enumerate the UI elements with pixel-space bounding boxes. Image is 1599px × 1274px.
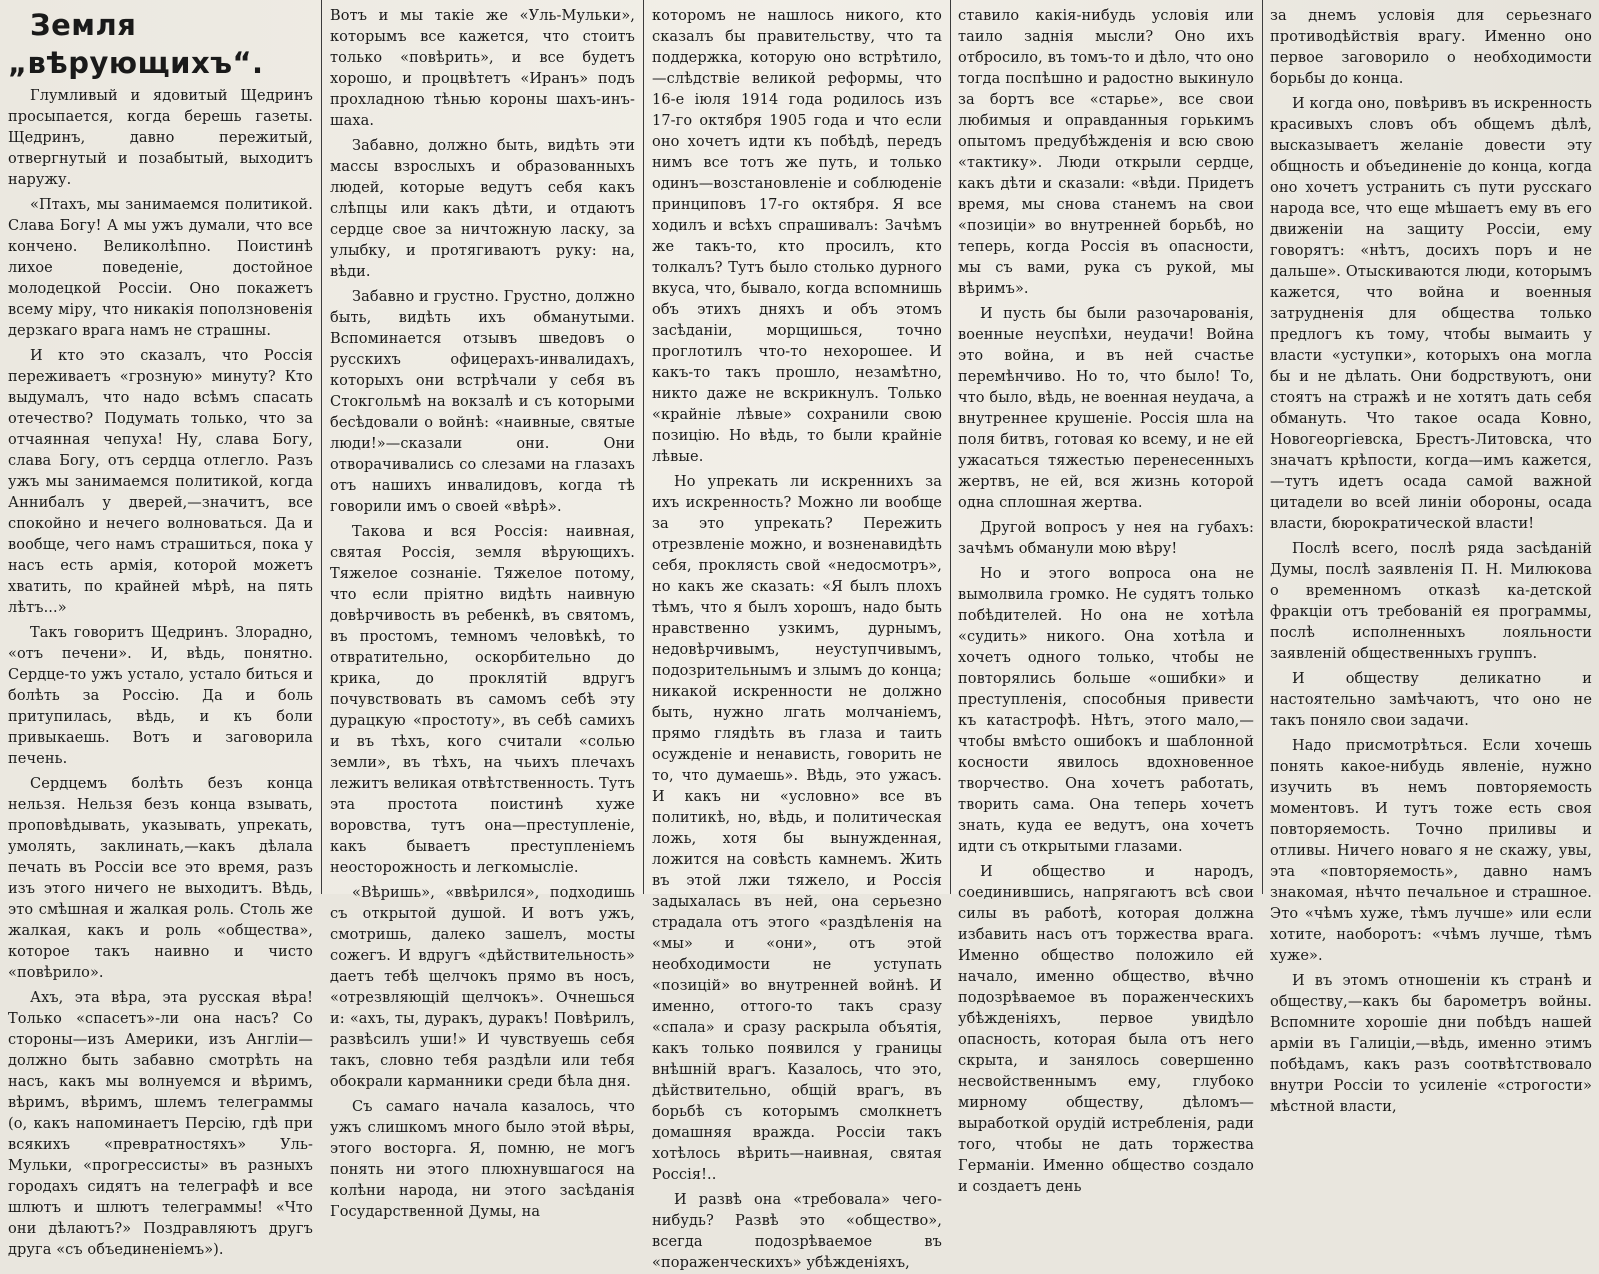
paragraph: И развѣ она «требовала» чего-нибудь? Развѣ это «общество», всегда подозрѣваемое въ «пораженческихъ» убѣжденіяхъ,	[652, 1192, 942, 1271]
paragraph: Послѣ всего, послѣ ряда засѣданій Думы, послѣ заявленія П. Н. Милюкова о временномъ отказѣ ка-детской фракціи отъ требованій ея программы, послѣ исполненныхъ лояльности заявленій общественныхъ группъ.	[1270, 541, 1592, 662]
article-column-4	[958, 6, 1254, 1195]
paragraph: Забавно, должно быть, видѣть эти массы взрослыхъ и образованныхъ людей, которые ведутъ себя какъ слѣпцы или какъ дѣти, и отдаютъ сердце свое за ничтожную ласку, за улыбку, и протягиваютъ руку: на, вѣди.	[330, 138, 635, 280]
article-title: Земля „вѣрующихъ“.	[8, 8, 264, 80]
article-column-2	[330, 6, 635, 1220]
paragraph: Надо присмотрѣться. Если хочешь понять какое-нибудь явленіе, нужно изучить въ немъ повторяемость моментовъ. И тутъ тоже есть своя повторяемость. Точно приливы и отливы. Ничего новаго я не скажу, увы, эта «повторяемость», давно намъ знакомая, нѣчто печальное и страшное. Это «чѣмъ хуже, тѣмъ лучше» или если хотите, наоборотъ: «чѣмъ лучше, тѣмъ хуже».	[1270, 738, 1592, 964]
paragraph: Глумливый и ядовитый Щедринъ просыпается, когда берешь газеты. Щедринъ, давно пережитый, отвергнутый и позабытый, выходитъ наружу.	[8, 88, 313, 188]
paragraph: И общество и народъ, соединившись, напрягаютъ всѣ свои силы въ работѣ, которая должна избавить насъ отъ торжества врага. Именно общество положило ей начало, именно общество, вѣчно подозрѣваемое въ пораженческихъ убѣжденіяхъ, первое увидѣло опасность, которая была отъ него скрыта, и занялось совершенно несвойственнымъ ему, глубоко мирному обществу, дѣломъ—выработкой орудій истребленія, ради того, чтобы не дать торжества Германіи. Именно общество создало и создаетъ день	[958, 864, 1254, 1195]
paragraph: Другой вопросъ у нея на губахъ: зачѣмъ обманули мою вѣру!	[958, 520, 1254, 557]
article-column-3	[652, 6, 942, 1271]
column-rule	[1262, 0, 1263, 894]
paragraph: Вотъ и мы такіе же «Уль-Мульки», которымъ все кажется, что стоитъ только «повѣрить», и все будетъ хорошо, и процвѣтетъ «Иранъ» подъ прохладною тѣнью короны шахъ-инъ-шаха.	[330, 8, 635, 129]
paragraph: И пусть бы были разочарованія, военные неуспѣхи, неудачи! Война это война, и въ ней счастье перемѣнчиво. Но то, что было! То, что было, вѣдь, не военная неудача, а внутреннее крушеніе. Россія шла на поля битвъ, готовая ко всему, и не ей ужасаться тяжестью перенесенныхъ жертвъ, не ей, вся жизнь которой одна сплошная жертва.	[958, 306, 1254, 511]
paragraph: Забавно и грустно. Грустно, должно быть, видѣть ихъ обманутыми. Вспоминается отзывъ шведовъ о русскихъ офицерахъ-инвалидахъ, которыхъ они встрѣчали у себя въ Стокгольмѣ на вокзалѣ и съ которыми бесѣдовали о войнѣ: «наивные, святые люди!»—сказали они. Они отворачивались со слезами на глазахъ отъ нашихъ инвалидовъ, когда тѣ говорили имъ о своей «вѣрѣ».	[330, 289, 635, 515]
paragraph: Но и этого вопроса она не вымолвила громко. Не судятъ только побѣдителей. Но она не хотѣла «судить» никого. Она хотѣла и хочетъ одного только, чтобы не повторялись больше «ошибки» и преступленія, способныя привести къ катастрофѣ. Нѣтъ, этого мало,—чтобы вмѣсто ошибокъ и шаблонной косности явилось вдохновенное творчество. Она хочетъ работать, творить сама. Она теперь хочетъ знать, куда ее ведутъ, она хочетъ идти съ открытыми глазами.	[958, 566, 1254, 855]
paragraph: ставило какія-нибудь условія или таило заднія мысли? Оно ихъ отбросило, въ томъ-то и дѣло, что оно тогда поспѣшно и радостно выкинуло за бортъ все «старье», все свои любимыя и оправданныя горькимъ опытомъ предубѣжденія и всю свою «тактику». Люди открыли сердце, какъ дѣти и сказали: «вѣди. Придетъ время, мы снова станемъ на свои «позиціи» во внутренней борьбѣ, но теперь, когда Россія въ опасности, мы съ вами, рука съ рукой, мы вѣримъ».	[958, 8, 1254, 297]
paragraph: «Вѣришь», «ввѣрился», подходишь съ открытой душой. И вотъ ужъ, смотришь, далеко зашелъ, мосты сожегъ. И вдругъ «дѣйствительность» даетъ тебѣ щелчокъ прямо въ носъ, «отрезвляющій щелчокъ». Очнешься и: «ахъ, ты, дуракъ, дуракъ! Повѣрилъ, развѣсилъ уши!» И чувствуешь себя такъ, словно тебя раздѣли или тебя обокрали карманники среди бѣла дня.	[330, 885, 635, 1090]
paragraph: И когда оно, повѣривъ въ искренность красивыхъ словъ объ общемъ дѣлѣ, высказываетъ желаніе довести эту общность и объединеніе до конца, когда оно хочетъ устранить съ пути русскаго народа все, что еще мѣшаетъ ему въ его движеніи на защиту Россіи, ему говорятъ: «нѣтъ, досихъ поръ и не дальше». Отыскиваются люди, которымъ кажется, что война и военныя затрудненія для общества только предлогъ къ тому, чтобы вымаить у власти «уступки», которыхъ она могла бы и не дѣлать. Они бодрствуютъ, они стоятъ на стражѣ и не хотятъ дать себя обмануть. Что такое осада Ковно, Новогеоргіевска, Брестъ-Литовска, что значатъ крѣпости, когда—имъ кажется,—тутъ идетъ осада самой важной цитадели во всей линіи обороны, осада власти, бюрократической власти!	[1270, 96, 1592, 532]
paragraph: Но упрекать ли искреннихъ за ихъ искренность? Можно ли вообще за это упрекать? Пережить отрезвленіе можно, и возненавидѣть себя, проклясть свой «недосмотръ», но какъ же сказать: «Я былъ плохъ тѣмъ, что я былъ хорошъ, надо быть нравственно узкимъ, дурнымъ, недовѣрчивымъ, неуступчивымъ, подозрительнымъ и злымъ до конца; никакой искренности не должно быть, нужно лгать молчаніемъ, прямо глядѣть въ глаза и таить осужденіе и ненависть, говорить не то, что думаешь». Вѣдь, это ужасъ. И какъ ни «условно» все въ политикѣ, но, вѣдь, и политическая ложь, хотя бы вынужденная, ложится на совѣсть камнемъ. Жить въ этой лжи тяжело, и Россія задыхалась въ ней, она серьезно страдала отъ этого «раздѣленія на «мы» и «они», отъ этой необходимости не уступать «позицій» во внутренней войнѣ. И именно, оттого-то такъ сразу «спала» и сразу раскрыла объятія, какъ только появился у границы внѣшній врагъ. Казалось, что это, дѣйствительно, общій врагъ, въ борьбѣ съ которымъ смолкнетъ домашняя вражда. Россіи такъ хотѣлось вѣрить—наивная, святая Россія!..	[652, 474, 942, 1183]
column-rule	[321, 0, 322, 894]
paragraph: Такъ говоритъ Щедринъ. Злорадно, «отъ печени». И, вѣдь, понятно. Сердце-то ужъ устало, устало биться и болѣть за Россію. Да и боль притупилась, вѣдь, и къ боли привыкаешь. Вотъ и заговорила печень.	[8, 625, 313, 767]
paragraph: Такова и вся Россія: наивная, святая Россія, земля вѣрующихъ. Тяжелое сознаніе. Тяжелое потому, что если пріятно видѣть наивную довѣрчивость въ ребенкѣ, въ святомъ, въ простомъ, темномъ человѣкѣ, то отвратительно, оскорбительно до крика, до проклятій вдругъ почувствовать въ самомъ себѣ эту дурацкую «простоту», въ себѣ самихъ и въ тѣхъ, кого считали «солью земли», въ тѣхъ, на чьихъ плечахъ лежитъ великая отвѣтственность. Тутъ эта простота поистинѣ хуже воровства, тутъ она—преступленіе, какъ бываетъ преступленіемъ неосторожность и легкомысліе.	[330, 524, 635, 876]
paragraph: И кто это сказалъ, что Россія переживаетъ «грозную» минуту? Кто выдумалъ, что надо всѣмъ спасать отечество? Подумать только, что за отчаянная чепуха! Ну, слава Богу, слава Богу, отъ сердца отлегло. Разъ ужъ мы занимаемся политикой, когда Аннибалъ у дверей,—значитъ, все спокойно и нечего волноваться. Да и вообще, чего намъ страшиться, пока у насъ есть армія, которой можетъ хватить, по крайней мѣрѣ, на пять лѣтъ...»	[8, 348, 313, 616]
paragraph: И обществу деликатно и настоятельно замѣчаютъ, что оно не такъ поняло свои задачи.	[1270, 671, 1592, 729]
column-rule	[643, 0, 644, 894]
paragraph: Ахъ, эта вѣра, эта русская вѣра! Только «спасетъ»-ли она насъ? Со стороны—изъ Америки, изъ Англіи—должно быть забавно смотрѣть на насъ, какъ мы волнуемся и вѣримъ, вѣримъ, вѣримъ, шлемъ телеграммы (о, какъ напоминаетъ Персію, гдѣ при всякихъ «превратностяхъ» Уль-Мульки, «прогрессисты» въ разныхъ городахъ сидятъ на телеграфѣ и все шлютъ и шлютъ телеграммы! «Что они дѣлаютъ?» Поздравляютъ другъ друга «съ объединеніемъ»).	[8, 990, 313, 1258]
column-rule	[950, 0, 951, 894]
paragraph: «Птахъ, мы занимаемся политикой. Слава Богу! А мы ужъ думали, что все кончено. Великолѣпно. Поистинѣ лихое поведеніе, достойное молодецкой Россіи. Оно покажетъ всему міру, что никакія поползновенія дерзкаго врага намъ не страшны.	[8, 197, 313, 339]
paragraph: за днемъ условія для серьезнаго противодѣйствія врагу. Именно оно первое заговорило о необходимости борьбы до конца.	[1270, 8, 1592, 87]
paragraph: Съ самаго начала казалось, что ужъ слишкомъ много было этой вѣры, этого восторга. Я, помню, не могъ понять ни этого плюхнувшагося на колѣни народа, ни этого засѣданія Государственной Думы, на	[330, 1099, 635, 1220]
paragraph: И въ этомъ отношеніи къ странѣ и обществу,—какъ бы барометръ войны. Вспомните хорошіе дни побѣдъ нашей арміи въ Галиціи,—вѣдь, именно этимъ побѣдамъ, какъ разъ соотвѣтствовало внутри Россіи то усиленіе «строгости» мѣстной власти,	[1270, 973, 1592, 1115]
article-column-5	[1270, 6, 1592, 1115]
paragraph: Сердцемъ болѣть безъ конца нельзя. Нельзя безъ конца взывать, проповѣдывать, указывать, упрекать, умолять, заклинать,—какъ дѣлала печать въ Россіи все это время, разъ изъ этого ничего не выходитъ. Вѣдь, это смѣшная и жалкая роль. Столь же жалкая, какъ и роль «общества», которое такъ наивно и чисто «повѣрило».	[8, 776, 313, 981]
article-column-1	[8, 6, 313, 1258]
paragraph: которомъ не нашлось никого, кто сказалъ бы правительству, что та поддержка, которую оно встрѣтило,—слѣдствіе великой реформы, что 16-е іюля 1914 года родилось изъ 17-го октября 1905 года и что если оно хочетъ идти къ побѣдѣ, передъ нимъ все тотъ же путь, и только одинъ—возстановленіе и соблюденіе принциповъ 17-го октября. Я все ходилъ и всѣхъ спрашивалъ: Зачѣмъ же такъ-то, кто просилъ, кто толкалъ? Тутъ было столько дурного вкуса, что, бывало, когда вспомнишь объ этихъ дняхъ и объ этомъ засѣданіи, морщишься, точно проглотилъ что-то нехорошее. И какъ-то такъ прошло, незамѣтно, никто даже не вскрикнулъ. Только «крайніе лѣвые» сохранили свою позицію. Но вѣдь, то были крайніе лѣвые.	[652, 8, 942, 465]
